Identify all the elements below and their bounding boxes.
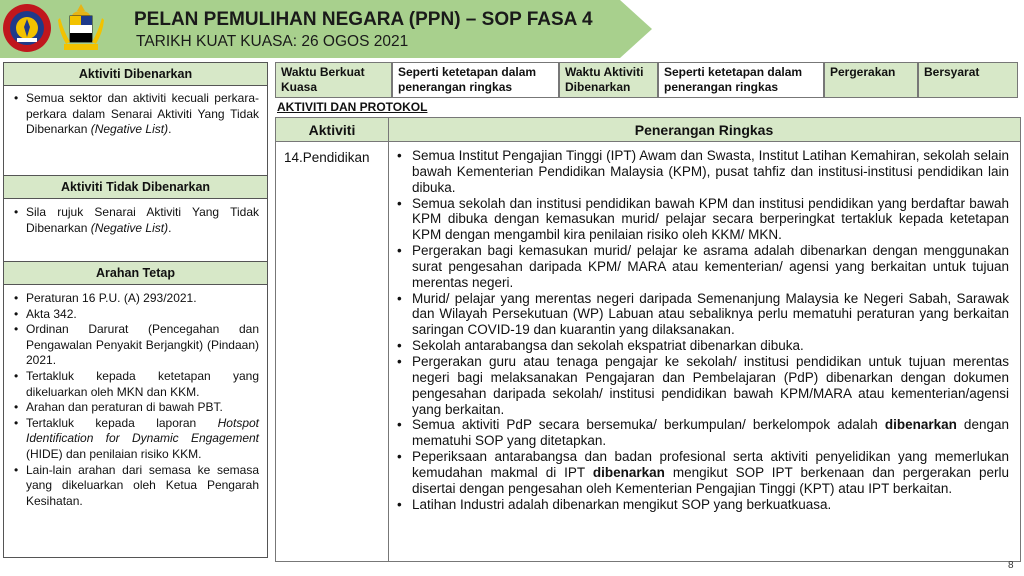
effective-time-value: Seperti ketetapan dalam penerangan ringkas xyxy=(392,62,559,98)
list-item: • Tertakluk kepada laporan Hotspot Identification for Dynamic Engagement (HIDE) dan penilaian risiko KKM. xyxy=(26,416,259,463)
section-heading-not-permitted: Aktiviti Tidak Dibenarkan xyxy=(4,175,267,199)
list-item: • Ordinan Darurat (Pencegahan dan Pengawalan Penyakit Berjangkit) (Pindaan) 2021. xyxy=(26,322,259,369)
activity-category: 14.Pendidikan xyxy=(284,150,370,165)
list-item: • Lain-lain arahan dari semasa ke semasa yang dikeluarkan oleh Ketua Pengarah Kesihatan. xyxy=(26,463,259,510)
header-banner xyxy=(0,0,1024,58)
activity-table xyxy=(275,117,1021,562)
permitted-activities xyxy=(4,87,267,138)
list-item: • Murid/ pelajar yang merentas negeri daripada Semenanjung Malaysia ke Negeri Sabah, Sarawak dan Wilayah Persekutuan (WP) Labuan atau sebaliknya perlu mematuhi peraturan yang berkaitan saringan COVID-19 dan kuarantin yang dilaksanakan. xyxy=(412,291,1009,339)
left-panel xyxy=(3,62,268,558)
movement-value: Bersyarat xyxy=(918,62,1018,98)
list-item: • Akta 342. xyxy=(26,307,259,323)
activity-time-value: Seperti ketetapan dalam penerangan ringkas xyxy=(658,62,824,98)
page-title: PELAN PEMULIHAN NEGARA (PPN) – SOP FASA 4 xyxy=(134,9,593,30)
list-item: • Semua Institut Pengajian Tinggi (IPT) Awam dan Swasta, Institut Latihan Kemahiran, sekolah selain bawah Kementerian Pendidikan Malaysia (KPM), pusat tahfiz dan institusi-institusi pendidikan lain dibuka. xyxy=(412,148,1009,196)
list-item: • Arahan dan peraturan di bawah PBT. xyxy=(26,400,259,416)
info-strip xyxy=(275,62,1018,98)
description-list xyxy=(395,148,1009,512)
activity-time-label: Waktu Aktiviti Dibenarkan xyxy=(559,62,658,98)
list-item: • Pergerakan bagi kemasukan murid/ pelajar ke asrama adalah dibenarkan dengan menggunakan surat pengesahan daripada KPM/ MARA atau kementerian/ agensi yang berkaitan untuk tujuan merentas negeri. xyxy=(412,243,1009,291)
list-item: • Semua sekolah dan institusi pendidikan bawah KPM dan institusi pendidikan yang berdaftar bawah KPM dibuka dengan kemasukan murid/ pelajar secara berperingkat tertakluk kepada ketetapan KPM dengan mengambil kira penilaian risiko oleh KKM/ MKN. xyxy=(412,196,1009,244)
list-item: • Peperiksaan antarabangsa dan badan profesional serta aktiviti penyelidikan yang memerlukan kemudahan makmal di IPT dibenarkan mengikut SOP IPT berkenaan dan pergerakan perlu disertai dengan pengesahan oleh Kementerian Pengajian Tinggi (KPT) atau IPT berkaitan. xyxy=(412,449,1009,497)
section-heading-standing-orders: Arahan Tetap xyxy=(4,261,267,285)
list-item: • Semua sektor dan aktiviti kecuali perkara-perkara dalam Senarai Aktiviti Yang Tidak Dibenarkan (Negative List). xyxy=(26,91,259,138)
column-divider xyxy=(388,118,389,561)
list-item: • Sekolah antarabangsa dan sekolah ekspatriat dibenarkan dibuka. xyxy=(412,338,1009,354)
section-label-protocol: AKTIVITI DAN PROTOKOL xyxy=(277,100,428,114)
list-item: • Sila rujuk Senarai Aktiviti Yang Tidak Dibenarkan (Negative List). xyxy=(26,205,259,236)
list-item: • Semua aktiviti PdP secara bersemuka/ berkumpulan/ berkelompok adalah dibenarkan dengan mematuhi SOP yang ditetapkan. xyxy=(412,417,1009,449)
effective-time-label: Waktu Berkuat Kuasa xyxy=(275,62,392,98)
movement-label: Pergerakan xyxy=(824,62,918,98)
effective-date: TARIKH KUAT KUASA: 26 OGOS 2021 xyxy=(136,33,409,50)
column-header-activity: Aktiviti xyxy=(276,118,388,142)
list-item: • Latihan Industri adalah dibenarkan mengikut SOP yang berkuatkuasa. xyxy=(412,497,1009,513)
column-header-description: Penerangan Ringkas xyxy=(388,118,1020,142)
list-item: • Pergerakan guru atau tenaga pengajar ke sekolah/ institusi pendidikan untuk tujuan merentas negeri bagi melaksanakan Pengajaran dan Pembelajaran (PdP) dibenarkan dengan dokumen pengesahan daripada sekolah/ institusi pendidikan bawah KPM/MARA atau kementerian/agensi yang berkaitan. xyxy=(412,354,1009,417)
list-item: • Peraturan 16 P.U. (A) 293/2021. xyxy=(26,291,259,307)
section-heading-permitted: Aktiviti Dibenarkan xyxy=(4,63,267,86)
not-permitted-activities xyxy=(4,201,267,236)
list-item: • Tertakluk kepada ketetapan yang dikeluarkan oleh MKN dan KKM. xyxy=(26,369,259,400)
page-number: 8 xyxy=(1008,560,1014,571)
standing-orders xyxy=(4,287,267,509)
coat-of-arms-logo xyxy=(56,2,106,54)
nsc-logo xyxy=(2,2,52,54)
